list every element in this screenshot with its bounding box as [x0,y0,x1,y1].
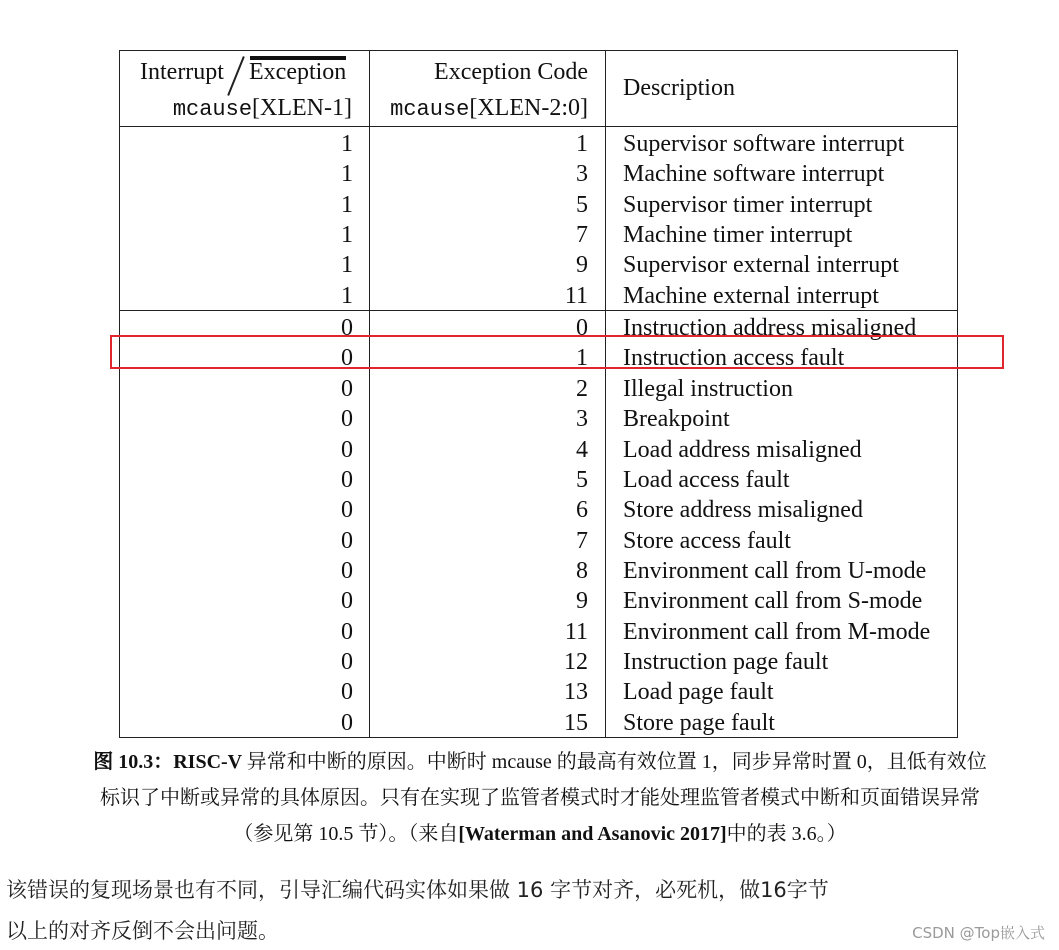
table-row [120,465,957,495]
figure-caption-line1: 图 10.3：RISC-V 异常和中断的原因。中断时 mcause 的最高有效位置 1，同步异常时置 0，且低有效位 [93,751,987,773]
code-cell: 11 [564,282,588,309]
interrupt-cell: 0 [341,375,353,402]
interrupt-cell: 1 [341,131,353,157]
header-mcause-msb: mcause[XLEN-1] [172,95,352,122]
table-row [120,220,957,250]
interrupt-cell: 1 [341,222,353,249]
table-row [120,617,957,647]
description-cell: Load page fault [623,679,774,706]
interrupt-cell: 0 [341,527,353,554]
description-cell: Machine timer interrupt [623,222,853,249]
header-exception-code [370,51,605,127]
interrupt-cell: 0 [341,436,353,463]
figure-caption-line2: 标识了中断或异常的具体原因。只有在实现了监管者模式时才能处理监管者模式中断和页面错误异常 [100,787,980,809]
interrupt-cell: 0 [341,709,353,736]
paragraph-line1: 该错误的复现场景也有不同，引导汇编代码实体如果做 16 字节对齐，必死机，做16字节 [6,878,829,902]
table-row [120,495,957,525]
code-cell: 12 [564,648,588,675]
table-row [120,586,957,616]
code-cell: 5 [576,191,588,218]
code-cell: 7 [576,222,588,249]
interrupt-cell: 0 [341,557,353,584]
interrupt-cell: 0 [341,406,353,433]
description-cell: Illegal instruction [623,375,793,402]
description-cell: Breakpoint [623,406,730,433]
code-cell: 15 [564,709,588,736]
table-row [120,708,957,738]
paragraph-line2: 以上的对齐反倒不会出问题。 [6,919,279,943]
table-row [120,435,957,465]
interrupt-cell: 0 [341,466,353,493]
description-cell: Supervisor timer interrupt [623,191,873,218]
description-cell: Instruction page fault [623,648,829,675]
header-description-label: Description [623,75,735,101]
code-cell: 5 [576,466,588,493]
description-cell: Load access fault [623,466,790,493]
header-exception-code-label: Exception Code [434,59,588,85]
interrupt-cell: 0 [341,345,353,372]
description-cell: Store access fault [623,527,791,554]
header-description [606,51,957,127]
code-cell: 9 [576,252,588,279]
interrupt-cell: 1 [341,252,353,279]
description-cell: Load address misaligned [623,436,862,463]
table-row [120,556,957,586]
interrupt-cell: 0 [341,679,353,706]
header-exception-label: Exception [249,59,347,85]
mcause-table [119,50,958,738]
slash-divider [227,56,245,96]
code-cell: 8 [576,557,588,584]
watermark: CSDN @Top嵌入式 [912,924,1045,942]
code-cell: 1 [576,345,588,372]
code-cell: 11 [564,618,588,645]
code-cell: 13 [564,679,588,706]
code-cell: 2 [576,375,588,402]
interrupt-cell: 0 [341,648,353,675]
table-row [120,281,957,311]
code-cell: 6 [576,497,588,524]
table-row [120,190,957,220]
figure-caption-line3: （参见第 10.5 节）。（来自[Waterman and Asanovic 2017]中的表 3.6。） [233,823,847,845]
header-interrupt [120,51,370,127]
table-row [120,159,957,189]
table-row [120,129,957,159]
interrupt-cell: 0 [341,588,353,615]
table-row [120,647,957,677]
code-cell: 3 [576,406,588,433]
interrupt-cell: 1 [341,191,353,218]
interrupt-cell: 1 [341,161,353,188]
highlight-box [110,335,1004,369]
description-cell: Machine external interrupt [623,282,879,309]
table-row [120,250,957,280]
interrupt-cell: 0 [341,618,353,645]
code-cell: 0 [576,315,588,342]
header-mcause-low: mcause[XLEN-2:0] [390,95,588,122]
interrupt-cell: 0 [341,315,353,342]
description-cell: Instruction address misaligned [623,315,917,342]
description-cell: Store page fault [623,709,775,736]
table-row [120,404,957,434]
interrupt-cell: 1 [341,282,353,309]
code-cell: 4 [576,436,588,463]
description-cell: Supervisor software interrupt [623,131,905,157]
code-cell: 1 [576,131,588,157]
description-cell: Machine software interrupt [623,161,885,188]
description-cell: Instruction access fault [623,345,845,372]
code-cell: 9 [576,588,588,615]
code-cell: 3 [576,161,588,188]
code-cell: 7 [576,527,588,554]
description-cell: Store address misaligned [623,497,863,524]
description-cell: Environment call from M-mode [623,618,931,645]
description-cell: Environment call from S-mode [623,588,923,615]
table-row [120,374,957,404]
description-cell: Supervisor external interrupt [623,252,899,279]
table-row [120,677,957,707]
header-interrupt-label: Interrupt [140,59,224,85]
interrupt-cell: 0 [341,497,353,524]
table-row [120,526,957,556]
description-cell: Environment call from U-mode [623,557,927,584]
